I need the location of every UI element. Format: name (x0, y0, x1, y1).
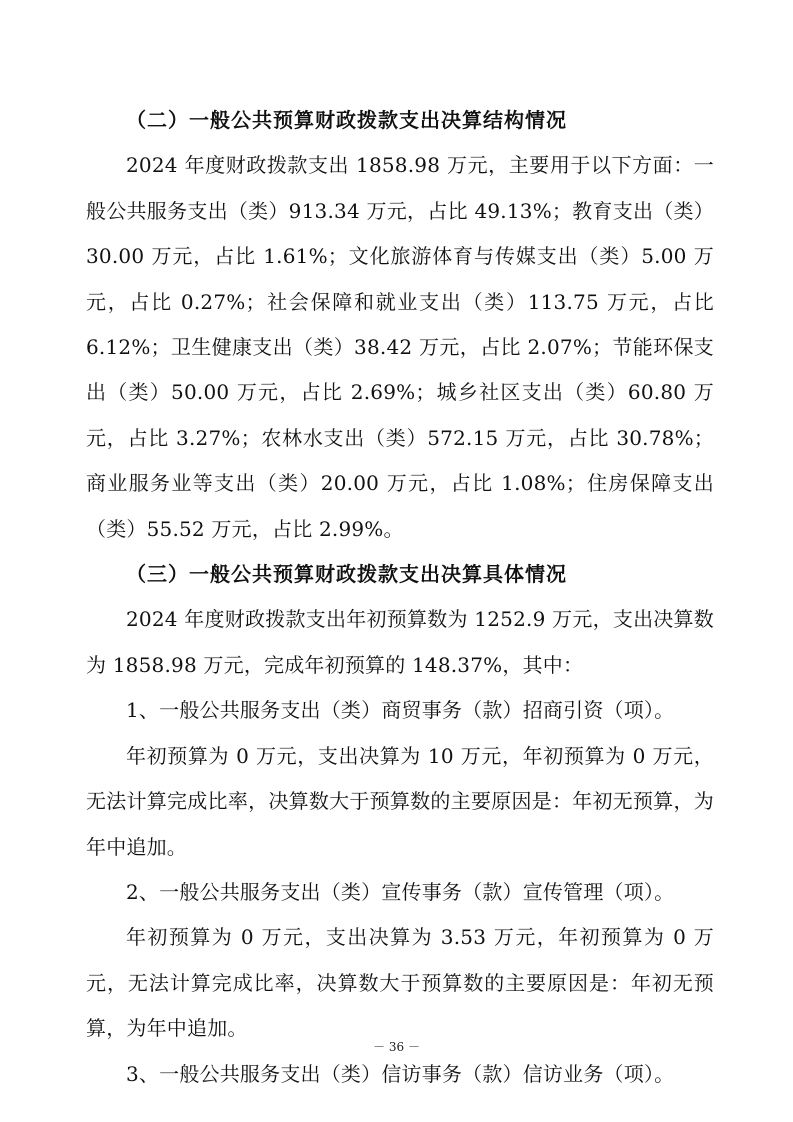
paragraph-expenditure-structure: 2024 年度财政拨款支出 1858.98 万元，主要用于以下方面：一般公共服务支出（类）913.34 万元，占比 49.13%；教育支出（类）30.00 万元，占比 1.61%；文化旅游体育与传媒支出（类）5.00 万元，占比 0.27%；社会保障和就业支出（类）113.75 万元，占比 6.12%；卫生健康支出（类）38.42 万元，占比 2.07%；节能环保支出（类）50.00 万元，占比 2.69%；城乡社区支出（类）60.80 万元，占比 3.27%；农林水支出（类）572.15 万元，占比 30.78%；商业服务业等支出（类）20.00 万元，占比 1.08%；住房保障支出（类）55.52 万元，占比 2.99%。 (86, 153, 714, 541)
paragraph-item-2-title: 2、一般公共服务支出（类）宣传事务（款）宣传管理（项）。 (126, 879, 675, 904)
document-body (86, 98, 714, 1097)
paragraph-item-3-title: 3、一般公共服务支出（类）信访事务（款）信访业务（项）。 (126, 1061, 675, 1086)
paragraph-item-2-detail: 年初预算为 0 万元，支出决算为 3.53 万元，年初预算为 0 万元，无法计算完成比率，决算数大于预算数的主要原因是：年初无预算，为年中追加。 (86, 925, 714, 1041)
page-number: － 36 － (373, 1040, 420, 1054)
paragraph-item-1-title: 1、一般公共服务支出（类）商贸事务（款）招商引资（项）。 (126, 698, 675, 723)
section-heading-details: （三）一般公共预算财政拨款支出决算具体情况 (126, 562, 567, 587)
paragraph-budget-summary: 2024 年度财政拨款支出年初预算数为 1252.9 万元，支出决算数为 1858.98 万元，完成年初预算的 148.37%，其中： (86, 607, 714, 677)
paragraph-item-1-detail: 年初预算为 0 万元，支出决算为 10 万元，年初预算为 0 万元，无法计算完成比率，决算数大于预算数的主要原因是：年初无预算，为年中追加。 (86, 743, 714, 859)
section-heading-structure: （二）一般公共预算财政拨款支出决算结构情况 (126, 108, 567, 132)
